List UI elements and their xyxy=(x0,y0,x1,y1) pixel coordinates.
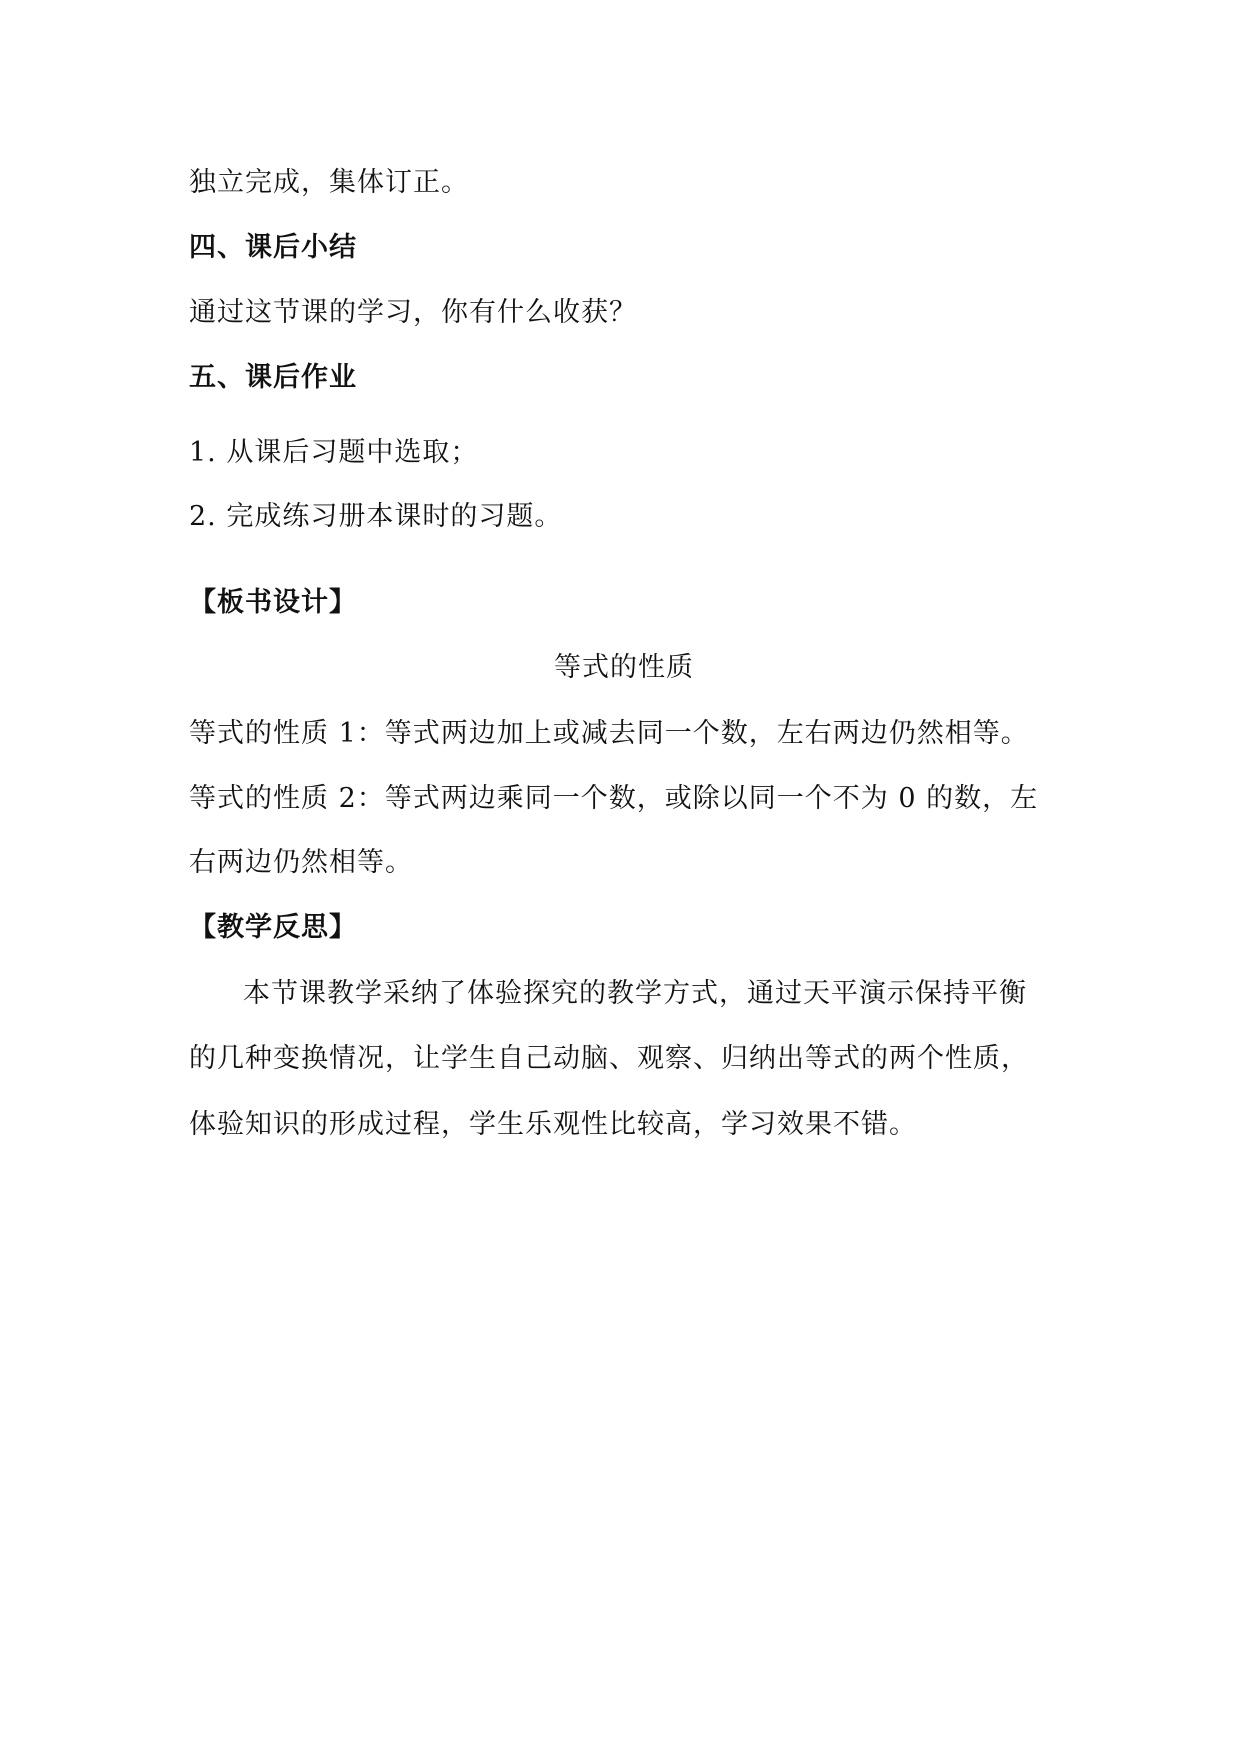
reflection-heading: 【教学反思】 xyxy=(189,912,357,943)
reflection-line-2: 的几种变换情况，让学生自己动脑、观察、归纳出等式的两个性质， xyxy=(189,1043,1029,1074)
board-line-2a: 等式的性质 2：等式两边乘同一个数，或除以同一个不为 0 的数，左 xyxy=(189,783,1039,814)
homework-item-1: 1. 从课后习题中选取； xyxy=(189,437,479,468)
section4-text: 通过这节课的学习，你有什么收获？ xyxy=(189,297,637,328)
section4-heading: 四、课后小结 xyxy=(189,232,357,263)
board-line-1: 等式的性质 1：等式两边加上或减去同一个数，左右两边仍然相等。 xyxy=(189,718,1029,749)
board-title: 等式的性质 xyxy=(554,652,694,683)
homework-item-2: 2. 完成练习册本课时的习题。 xyxy=(189,501,563,532)
board-line-2b: 右两边仍然相等。 xyxy=(189,847,413,878)
intro-line: 独立完成，集体订正。 xyxy=(189,167,469,198)
reflection-line-1: 本节课教学采纳了体验探究的教学方式，通过天平演示保持平衡 xyxy=(243,978,1027,1009)
section5-heading: 五、课后作业 xyxy=(189,362,357,393)
board-heading: 【板书设计】 xyxy=(189,587,357,618)
reflection-line-3: 体验知识的形成过程，学生乐观性比较高，学习效果不错。 xyxy=(189,1109,917,1140)
